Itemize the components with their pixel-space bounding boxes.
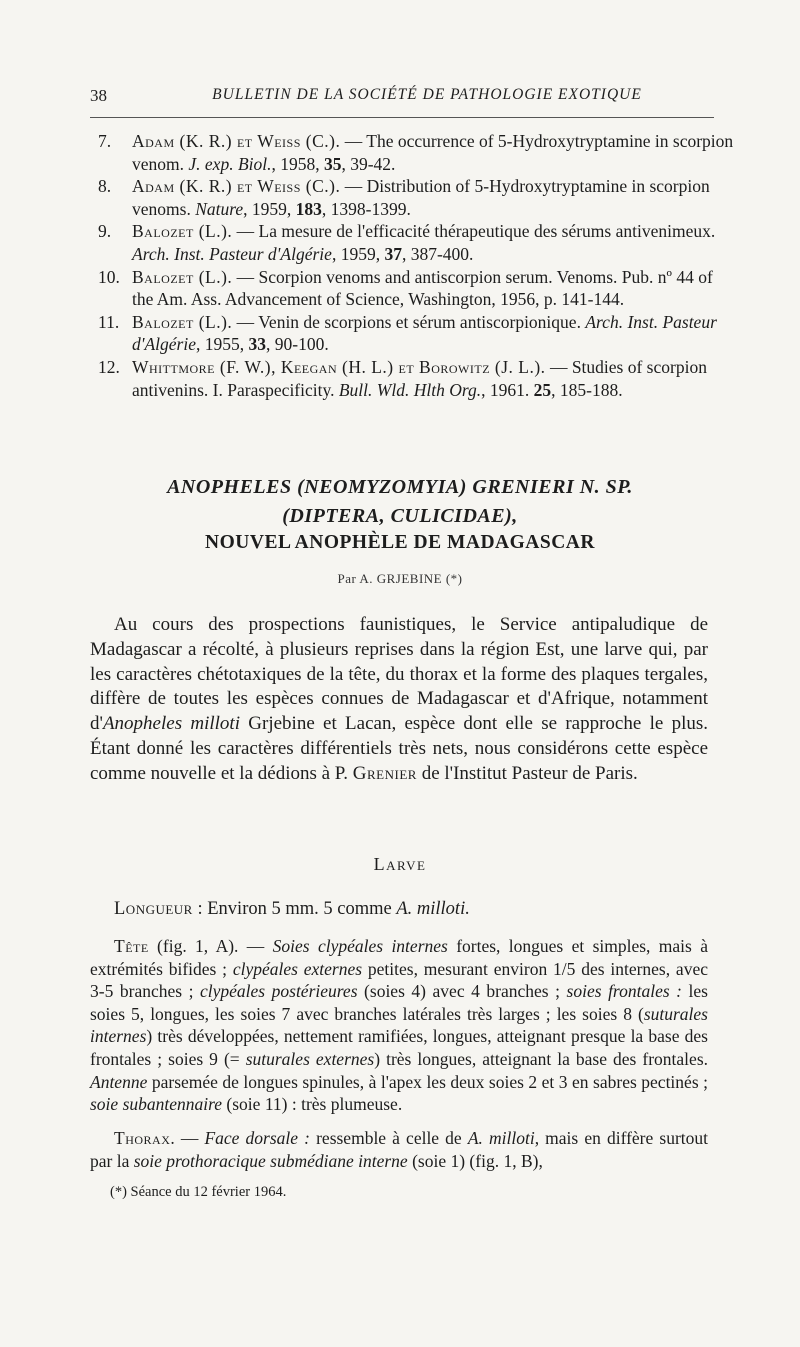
reference-author: Adam (K. R.) et Weiss (C.). xyxy=(132,131,341,151)
reference-journal: Nature xyxy=(195,198,244,219)
reference-volume: 37 xyxy=(384,243,402,264)
intro-text: Au cours des prospections faunistiques, le Service antipaludique de Madagascar a récolté, à plusieurs reprises dans la région Est, une larve qui, par les caractères chétotaxiques de la tête, du thorax et la forme des plaques tergales, diffère de toutes les espèces connues de Madagascar et d'Afrique, notamment d' xyxy=(90,614,708,735)
thorax-label: Thorax xyxy=(114,1128,171,1148)
reference-text: — La mesure de l'efficacité thérapeutique des sérums antivenimeux. xyxy=(232,221,716,242)
italic-term: Antenne xyxy=(90,1071,148,1092)
reference-number: 9. xyxy=(98,221,112,242)
intro-paragraph xyxy=(90,613,708,787)
reference-journal: Arch. Inst. Pasteur d'Algérie xyxy=(132,311,717,355)
italic-term: suturales internes xyxy=(90,1003,708,1047)
body-text: ) très développées, nettement ramifiées, longues, atteignant presque la base des frontales ; soies 9 (= xyxy=(90,1026,708,1069)
tete-paragraph xyxy=(90,935,708,1116)
reference-item xyxy=(98,266,738,311)
body-text: ) très longues, atteignant la base des frontales. xyxy=(374,1048,708,1069)
article-author: Par A. GRJEBINE (*) xyxy=(337,571,463,586)
body-text: . — xyxy=(170,1128,205,1148)
reference-text: — The occurrence of 5-Hydroxytryptamine in scorpion venom. xyxy=(132,131,734,174)
italic-term: Soies clypéales internes xyxy=(272,936,448,956)
longueur-paragraph xyxy=(90,897,708,921)
running-head: BULLETIN DE LA SOCIÉTÉ DE PATHOLOGIE EXOTIQUE xyxy=(212,86,642,103)
body-text: fortes, longues et simples, mais à extrémités bifides ; xyxy=(90,936,708,979)
body-text: (soies 4) avec 4 branches ; xyxy=(357,981,567,1002)
tete-body xyxy=(90,936,708,1114)
reference-text: — Scorpion venoms and antiscorpion serum. Venoms. Pub. nº 44 of the Am. Ass. Advancement of Science, Washington, 1956, p. 141-144. xyxy=(132,266,713,310)
article-title-line-2: (DIPTERA, CULICIDAE), xyxy=(282,505,518,527)
reference-year: , 1958, xyxy=(271,153,324,174)
reference-year: , 1959, xyxy=(331,243,385,264)
reference-number: 8. xyxy=(98,176,112,197)
footnote: (*) Séance du 12 février 1964. xyxy=(110,1184,287,1200)
reference-number: 10. xyxy=(98,266,120,287)
section-heading: Larve xyxy=(373,854,427,874)
reference-item xyxy=(98,311,738,356)
body-text: parsemée de longues spinules, à l'apex les deux soies 2 et 3 en sabres pectinés ; xyxy=(147,1071,708,1092)
thorax-paragraph xyxy=(90,1127,708,1172)
reference-journal: J. exp. Biol. xyxy=(188,153,272,174)
italic-term: soie subantennaire xyxy=(90,1094,223,1115)
reference-volume: 25 xyxy=(533,379,552,400)
reference-number: 11. xyxy=(98,311,120,332)
thorax-body xyxy=(90,1128,708,1171)
reference-pages: , 185-188. xyxy=(551,379,623,400)
reference-item xyxy=(98,175,738,220)
intro-text: Grjebine et Lacan, espèce dont elle se rapproche le plus. Étant donné les caractères différentiels très nets, nous considérons cette espèce comme nouvelle et la dédions à P. xyxy=(90,713,708,784)
longueur-text: : Environ 5 mm. 5 comme xyxy=(192,899,397,919)
longueur-label: Longueur xyxy=(114,899,193,919)
body-text: (fig. 1, A). — xyxy=(148,936,273,956)
page-header xyxy=(90,86,714,110)
body-text: , mais en diffère surtout par la xyxy=(90,1128,708,1171)
reference-pages: , 90-100. xyxy=(266,334,329,355)
reference-pages: , 1398-1399. xyxy=(321,198,411,219)
reference-list xyxy=(98,130,738,401)
italic-term: Face dorsale : xyxy=(204,1128,310,1148)
reference-journal: Bull. Wld. Hlth Org. xyxy=(338,379,482,400)
body-text: petites, mesurant environ 1/5 des internes, avec 3-5 branches ; xyxy=(90,958,708,1002)
reference-item xyxy=(98,130,738,175)
intro-species: Anopheles milloti xyxy=(102,713,240,735)
reference-author: Balozet (L.). xyxy=(132,221,233,242)
italic-term: soie prothoracique submédiane interne xyxy=(133,1150,408,1171)
italic-term: suturales externes xyxy=(245,1048,375,1069)
reference-number: 12. xyxy=(98,356,120,377)
intro-text: de l'Institut Pasteur de Paris. xyxy=(416,762,638,784)
reference-item xyxy=(98,356,738,401)
body-text: (soie 1) (fig. 1, B), xyxy=(407,1150,543,1171)
body-text: les soies 5, longues, les soies 7 avec branches latérales très larges ; les soies 8 ( xyxy=(90,981,708,1024)
reference-text: — Venin de scorpions et sérum antiscorpionique. xyxy=(232,311,586,332)
reference-author: Whittmore (F. W.), Keegan (H. L.) et Borowitz (J. L.). xyxy=(132,356,546,377)
reference-year: , 1959, xyxy=(243,198,296,219)
reference-author: Adam (K. R.) et Weiss (C.). xyxy=(132,176,341,197)
reference-text: — Studies of scorpion antivenins. I. Paraspecificity. xyxy=(132,356,707,400)
reference-text: — Distribution of 5-Hydroxytryptamine in scorpion venoms. xyxy=(132,176,710,219)
article-title-line-1: ANOPHELES (NEOMYZOMYIA) GRENIERI N. SP. xyxy=(167,476,633,498)
intro-dedicatee: Grenier xyxy=(352,762,417,784)
header-rule xyxy=(90,117,714,118)
reference-volume: 35 xyxy=(323,153,342,174)
italic-term: A. milloti xyxy=(467,1128,535,1148)
page-number: 38 xyxy=(90,86,107,105)
body-text: ressemble à celle de xyxy=(309,1128,468,1148)
reference-pages: , 39-42. xyxy=(341,153,396,174)
reference-journal: Arch. Inst. Pasteur d'Algérie xyxy=(132,243,332,264)
reference-volume: 183 xyxy=(295,198,322,219)
reference-item xyxy=(98,220,738,265)
longueur-species: A. milloti. xyxy=(396,899,470,919)
article-title-line-3: NOUVEL ANOPHÈLE DE MADAGASCAR xyxy=(205,532,595,553)
italic-term: clypéales externes xyxy=(232,958,363,979)
reference-year: , 1955, xyxy=(196,334,249,355)
reference-number: 7. xyxy=(98,131,112,151)
reference-author: Balozet (L.). xyxy=(132,266,233,287)
tete-label: Tête xyxy=(114,936,149,956)
reference-volume: 33 xyxy=(248,334,267,355)
italic-term: clypéales postérieures xyxy=(200,981,358,1002)
body-text: (soie 11) : très plumeuse. xyxy=(222,1094,403,1115)
reference-author: Balozet (L.). xyxy=(132,311,233,332)
italic-term: soies frontales : xyxy=(566,981,683,1002)
reference-year: , 1961. xyxy=(481,379,534,400)
reference-pages: , 387-400. xyxy=(401,243,474,264)
